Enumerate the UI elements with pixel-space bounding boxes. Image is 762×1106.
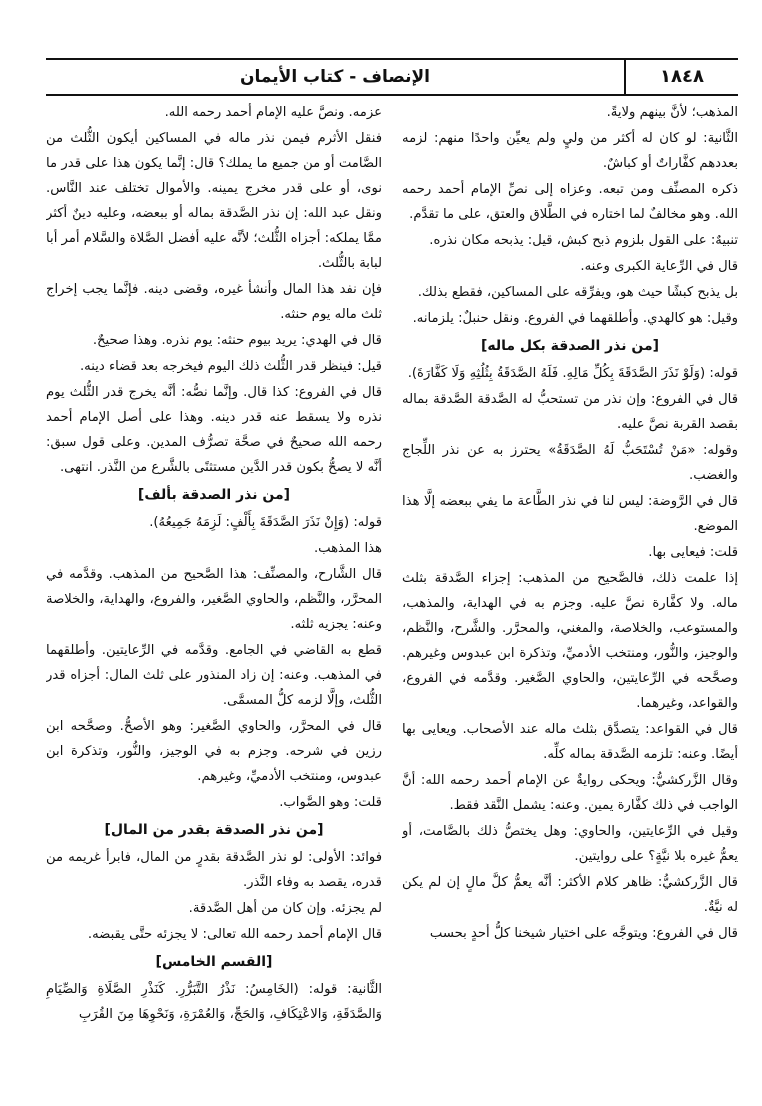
left-text-column (46, 100, 382, 1090)
running-header (46, 58, 738, 96)
page-number: ١٨٤٨ (660, 66, 704, 87)
paragraph: الثَّانية: قوله: (الخَامِسُ: نَذْرُ التَّبَرُّرِ. كَنَذْرِ الصَّلَاةِ وَالصِّيَامِ وَالصَّدَقَةِ، وَالاعْتِكَافِ، وَالحَجِّ، وَالعُمْرَةِ، وَنَحْوِهَا مِنَ القُرَبِ (46, 982, 382, 1022)
paragraph: عزمه. ونصَّ عليه الإمام أحمد رحمه الله. (164, 105, 382, 120)
paragraph: قيل: فينظر قدر الثُّلث ذلك اليوم فيخرجه بعد قضاء دينه. (79, 359, 382, 374)
paragraph: فإن نفد هذا المال وأنشأ غيره، وقضى دينه. فإنَّما يجب إخراج ثلث ماله يوم حنثه. (46, 282, 382, 322)
paragraph: قال في المحرَّر، والحاوي الصَّغير: وهو الأصحُّ. وصحَّحه ابن رزين في شرحه. وجزم به في الوجيز، والنُّور، وتذكرة ابن عبدوس، ومنتخب الأدميِّ، وغيرهم. (46, 719, 382, 784)
paragraph: فنقل الأثرم فيمن نذر ماله في المساكين أيكون الثُّلث من الصَّامت أو من جميع ما يملك؟ قال: إنَّما يكون هذا على قدر ما نوى، أو على قدر مخرج يمينه. والأموال تختلف عند النَّاس. ونقل عبد الله: إن نذر الصَّدقة بماله أو ببعضه، وعليه دينٌ أكثر ممَّا يملكه: أجزاه الثُّلث؛ لأنَّه عليه أفضل الصَّلاة والسَّلام أمر أبا لبابة بالثُّلث. (46, 131, 382, 271)
paragraph: قال الزَّركشيُّ: ظاهر كلام الأكثر: أنَّه يعمُّ كلَّ مالٍ إن لم يكن له نيَّةٌ. (402, 875, 738, 915)
paragraph: إذا علمت ذلك، فالصَّحيح من المذهب: إجزاء الصَّدقة بثلث ماله. ولا كفَّارة نصَّ عليه. وجزم به في الهداية، والمذهب، والمستوعب، والخلاصة، والمغني، والمحرَّر. والشَّرح، والنَّظم، والوجيز، والنُّور، ومنتخب الأدميِّ، وتذكرة ابن عبدوس وغيرهم. وصحَّحه في الرِّعايتين، والحاوي الصَّغير. وقدَّمه في الفروع، والقواعد، وغيرهما. (402, 571, 738, 711)
chapter-title: الإنصاف - كتاب الأيمان (239, 67, 430, 87)
paragraph: وقوله: «مَنْ تُسْتَحَبُّ لَهُ الصَّدَقَةُ» يحترز به عن نذر اللِّجاج والغضب. (402, 443, 738, 483)
paragraph: قلت: وهو الصَّواب. (279, 795, 382, 810)
paragraph: قال في الفروع: كذا قال. وإنَّما نصُّه: أنَّه يخرج قدر الثُّلث يوم نذره ولا يسقط عنه قدر دينه. وهذا على أصل الإمام أحمد رحمه الله صحيحٌ في صحَّة تصرُّف المدين. وعلى قول سبق: أنَّه لا يصحُّ بكون قدر الدَّين مستثنًى بالشَّرع من النَّذر. انتهى. (46, 385, 382, 475)
section-heading: [من نذر الصدقة بألف] (137, 487, 291, 503)
paragraph: وقيل: هو كالهدي. وأطلقهما في الفروع. ونقل حنبلٌ: يلزمانه. (412, 311, 738, 326)
section-heading: [من نذر الصدقة بكل ماله] (480, 338, 660, 354)
paragraph: هذا المذهب. (313, 541, 382, 556)
paragraph: قوله: (وَلَوْ نَذَرَ الصَّدَقَةَ بِكُلِّ مَالِهِ. فَلَهُ الصَّدَقَةُ بِثُلُثِهِ وَلَا كَفَّارَةَ). (407, 366, 738, 381)
paragraph: قال في القواعد: يتصدَّق بثلث ماله عند الأصحاب. ويعايى بها أيضًا. وعنه: تلزمه الصَّدقة بماله كلِّه. (402, 722, 738, 762)
paragraph: قال في الهدي: يريد بيوم حنثه: يوم نذره. وهذا صحيحٌ. (92, 333, 382, 348)
paragraph: الثَّانية: لو كان له أكثر من وليٍ ولم يعيِّن واحدًا منهم: لزمه بعددهم كفَّاراتٌ أو كباشٌ. (402, 131, 738, 171)
paragraph: وقيل في الرِّعايتين، والحاوي: وهل يختصُّ ذلك بالصَّامت، أو يعمُّ غيره بلا نيَّةٍ؟ على روايتين. (402, 824, 738, 864)
paragraph: قطع به القاضي في الجامع. وقدَّمه في الرِّعايتين. وأطلقهما في المذهب. وعنه: إن زاد المنذور على ثلث المال: أجزاه قدر الثُّلث، وإلَّا لزمه كلُّ المسمَّى. (46, 643, 382, 708)
paragraph: بل يذبح كبشًا حيث هو، ويفرِّقه على المساكين، فقطع بذلك. (417, 285, 738, 300)
paragraph: قال في الفروع: وإن نذر من تستحبُّ له الصَّدقة الصَّدقة بماله بقصد القربة نصَّ عليه. (402, 392, 738, 432)
paragraph: ذكره المصنِّف ومن تبعه. وعزاه إلى نصِّ الإمام أحمد رحمه الله. وهو مخالفٌ لما اختاره في الطَّلاق والعتق، على ما تقدَّم. (402, 182, 738, 222)
right-text-column (402, 100, 738, 1090)
paragraph: قال الشَّارح، والمصنِّف: هذا الصَّحيح من المذهب. وقدَّمه في المحرَّر، والنَّظم، والحاوي الصَّغير، والفروع، والهداية، والخلاصة وعنه: يجزيه ثلثه. (46, 567, 382, 632)
paragraph: لم يجزئه. وإن كان من أهل الصَّدقة. (188, 901, 382, 916)
paragraph: قلت: فيعايى بها. (648, 545, 738, 560)
paragraph: قال الإمام أحمد رحمه الله تعالى: لا يجزئه حتَّى يقبضه. (87, 927, 382, 942)
paragraph: فوائد: الأولى: لو نذر الصَّدقة بقدرٍ من المال، فابرأ غريمه من قدره، يقصد به وفاء النَّذر. (46, 850, 382, 890)
paragraph: المذهب؛ لأنَّ بينهم ولايةً. (606, 105, 738, 120)
paragraph: وقال الزَّركشيُّ: ويحكى روايةٌ عن الإمام أحمد رحمه الله: أنَّ الواجب في ذلك كفَّارة يمين. وعنه: يشمل النَّقد فقط. (402, 773, 738, 813)
paragraph: قال في الرَّوضة: ليس لنا في نذر الطَّاعة ما يفي ببعضه إلَّا هذا الموضع. (402, 494, 738, 534)
paragraph: قوله: (وَإِنْ نَذَرَ الصَّدَقَةَ بِأَلْفٍ: لَزِمَهُ جَمِيعُهُ). (149, 515, 382, 530)
paragraph: تنبيهٌ: على القول بلزوم ذبح كبش، قيل: يذبحه مكان نذره. (429, 233, 738, 248)
paragraph: قال في الرِّعاية الكبرى وعنه. (580, 259, 738, 274)
paragraph: قال في الفروع: ويتوجَّه على اختيار شيخنا كلُّ أحدٍ بحسب (429, 926, 738, 941)
section-heading: [القسم الخامس] (155, 954, 273, 970)
section-heading: [من نذر الصدقة بقدر من المال] (104, 822, 324, 838)
